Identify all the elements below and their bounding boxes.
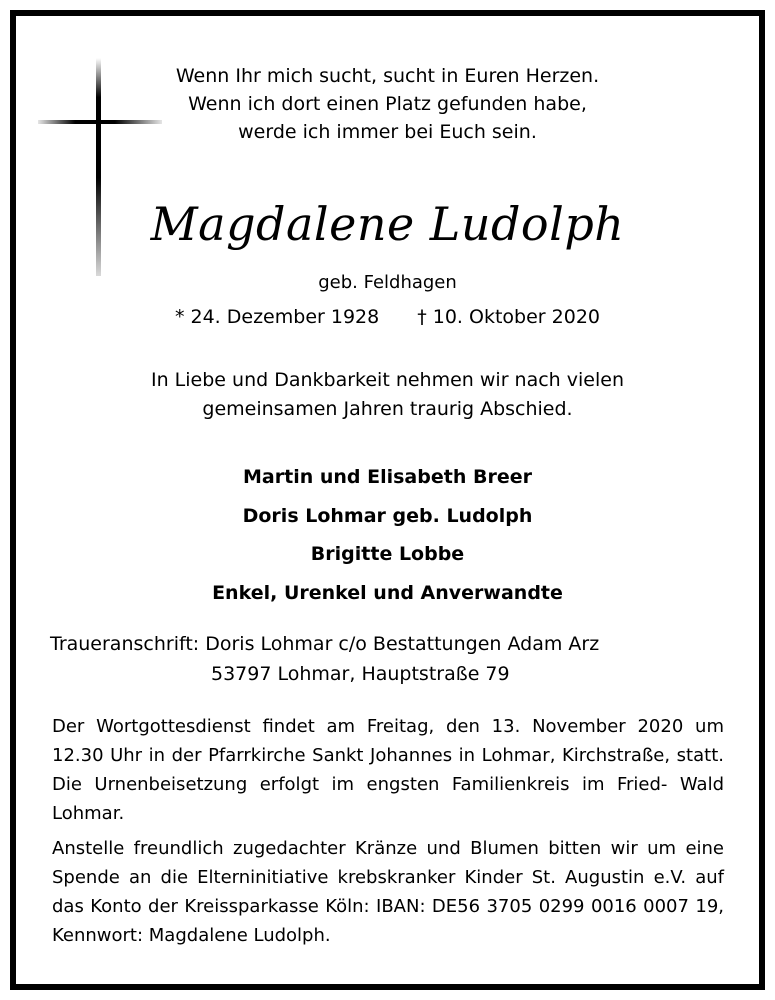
donation-line: eine Spende an die Elterninitiative krebskranker Kinder St. Augustin	[52, 838, 724, 888]
donation-line: 0016 0007 19, Kennwort: Magdalene Ludolph.	[52, 896, 724, 946]
poem-line: Wenn ich dort einen Platz gefunden habe,	[188, 93, 587, 115]
poem-line: werde ich immer bei Euch sein.	[238, 121, 537, 143]
farewell-line: gemeinsamen Jahren traurig Abschied.	[202, 398, 573, 420]
birth-name: geb. Feldhagen	[318, 272, 457, 293]
mourner-name: Doris Lohmar geb. Ludolph	[242, 504, 533, 527]
mourners-list	[0, 458, 775, 612]
death-date: † 10. Oktober 2020	[417, 306, 601, 328]
mourner-name: Brigitte Lobbe	[310, 543, 465, 565]
donation-line: e.V. auf das Konto der Kreissparkasse Köln: IBAN: DE56 3705 0299	[52, 867, 724, 917]
poem	[0, 62, 775, 146]
mourner-name: Martin und Elisabeth Breer	[243, 466, 532, 488]
birth-date: * 24. Dezember 1928	[174, 306, 380, 328]
service-line: Der Wortgottesdienst findet am Freitag, den 13. November 2020 um	[52, 716, 724, 737]
service-paragraph	[52, 712, 724, 828]
donation-paragraph	[52, 834, 724, 950]
mourner-name: Enkel, Urenkel und Anverwandte	[212, 581, 563, 604]
deceased-name: Magdalene Ludolph	[150, 197, 625, 251]
poem-line: Wenn Ihr mich sucht, sucht in Euren Herzen.	[175, 65, 600, 87]
service-line: 12.30 Uhr in der Pfarrkirche Sankt Johannes in Lohmar, Kirchstraße,	[52, 745, 671, 766]
donation-line: Anstelle freundlich zugedachter Kränze und Blumen bitten wir um	[52, 838, 677, 859]
mourning-address-line2: 53797 Lohmar, Hauptstraße 79	[211, 663, 510, 685]
life-dates	[0, 303, 775, 331]
service-line: Wald Lohmar.	[52, 774, 724, 824]
farewell-text	[0, 366, 775, 424]
mourning-address-line1: Traueranschrift: Doris Lohmar c/o Bestattungen Adam Arz	[50, 633, 600, 655]
service-line: statt. Die Urnenbeisetzung erfolgt im engsten Familienkreis im Fried-	[52, 745, 724, 795]
farewell-line: In Liebe und Dankbarkeit nehmen wir nach vielen	[151, 369, 624, 391]
